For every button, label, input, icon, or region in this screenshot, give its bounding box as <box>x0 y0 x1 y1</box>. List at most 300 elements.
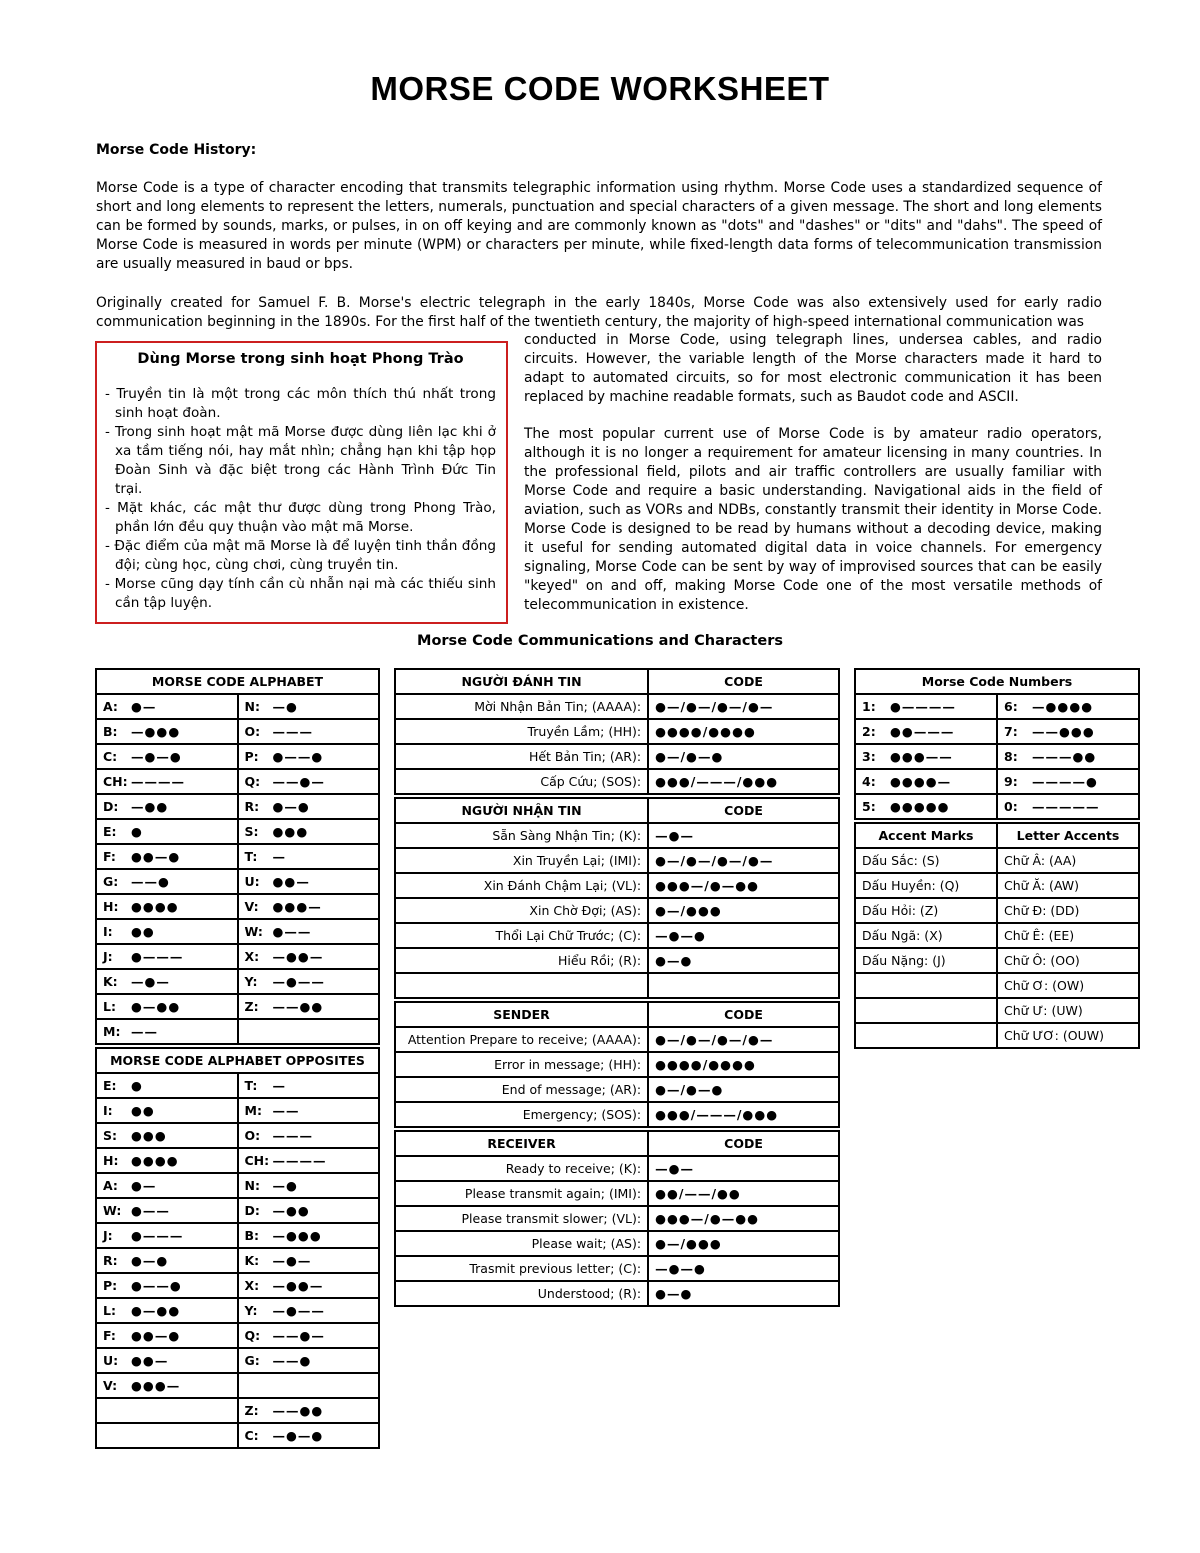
opposites-row <box>96 1323 379 1348</box>
alphabet-cell <box>238 794 380 819</box>
alphabet-row <box>96 769 379 794</box>
opposites-letter: Y: <box>244 1303 258 1318</box>
procedure-header-code: CODE <box>648 669 839 694</box>
alphabet-row <box>96 969 379 994</box>
sidebar-list <box>105 385 496 613</box>
opposites-cell <box>238 1223 380 1248</box>
opposites-cell <box>238 1148 380 1173</box>
procedure-table <box>394 668 840 1307</box>
opposites-code: ● <box>131 1078 143 1093</box>
letter-accent: Chữ Ê: (EE) <box>997 923 1139 948</box>
numbers-row <box>855 769 1139 794</box>
opposites-code: ●●—● <box>131 1328 181 1343</box>
opposites-cell <box>238 1273 380 1298</box>
procedure-label <box>395 973 648 998</box>
procedure-header-label: SENDER <box>395 1002 648 1027</box>
opposites-cell <box>238 1323 380 1348</box>
alphabet-row <box>96 719 379 744</box>
letter-accent: Chữ Ă: (AW) <box>997 873 1139 898</box>
history-paragraph-2: Originally created for Samuel F. B. Morse's electric telegraph in the early 1840s, Morse Code was also extensively used for early radio communication beginning in the 1890s. For the first half of the twentieth century, the majority of high-speed international communication was <box>96 295 1102 330</box>
accent-mark <box>855 973 997 998</box>
procedure-code: ●—● <box>648 1281 839 1306</box>
alphabet-cell <box>238 694 380 719</box>
alphabet-letter: F: <box>103 849 116 864</box>
opposites-code: ●—— <box>131 1203 170 1218</box>
sidebar-box <box>95 341 508 624</box>
procedure-label: Mời Nhận Bản Tin; (AAAA): <box>395 694 648 719</box>
alphabet-cell <box>238 819 380 844</box>
alphabet-letter: G: <box>103 874 119 889</box>
procedure-header-row <box>395 1002 839 1027</box>
procedure-label: Cấp Cứu; (SOS): <box>395 769 648 794</box>
opposites-code: ●●● <box>131 1128 167 1143</box>
alphabet-cell <box>96 994 238 1019</box>
alphabet-cell <box>238 894 380 919</box>
alphabet-cell <box>96 769 238 794</box>
accents-row <box>855 998 1139 1023</box>
alphabet-letter: CH: <box>103 774 128 789</box>
alphabet-code: ● <box>131 824 143 839</box>
procedure-header-label: RECEIVER <box>395 1131 648 1156</box>
alphabet-cell <box>96 719 238 744</box>
alphabet-code: ——●— <box>272 774 325 789</box>
alphabet-letter: I: <box>103 924 113 939</box>
accent-mark: Dấu Huyền: (Q) <box>855 873 997 898</box>
alphabet-code: — <box>272 849 286 864</box>
alphabet-letter: N: <box>244 699 260 714</box>
opposites-code: —●—● <box>272 1428 324 1443</box>
numbers-letter: 3: <box>862 749 876 764</box>
opposites-cell <box>96 1373 238 1398</box>
procedure-label: Please transmit again; (IMI): <box>395 1181 648 1206</box>
procedure-code: —●— <box>648 823 839 848</box>
alphabet-letter: C: <box>103 749 118 764</box>
procedure-row <box>395 973 839 998</box>
alphabet-code: ●—● <box>272 799 310 814</box>
numbers-letter: 6: <box>1004 699 1018 714</box>
alphabet-letter: Z: <box>244 999 259 1014</box>
alphabet-cell <box>96 869 238 894</box>
alphabet-row <box>96 794 379 819</box>
alphabet-letter: M: <box>103 1024 121 1039</box>
opposites-code: ●——— <box>131 1228 184 1243</box>
opposites-code: ——●● <box>272 1403 324 1418</box>
numbers-row <box>855 744 1139 769</box>
history-paragraph-1: Morse Code is a type of character encoding that transmits telegraphic information using rhythm. Morse Code uses a standardized sequence of short and long elements to represent the letters, numerals, punctuation and special characters of a given message. The short and long elements can be formed by sounds, marks, or pulses, in on off keying and are commonly known as "dots" and "dashes" or "dits" and "dahs". The speed of Morse Code is measured in words per minute (WPM) or characters per minute, while fixed-length data forms of telecommunication transmission are usually measured in baud or bps. <box>96 180 1102 272</box>
opposites-cell <box>96 1273 238 1298</box>
alphabet-code: ●— <box>131 699 157 714</box>
opposites-code: —●●● <box>272 1228 322 1243</box>
accents-header-code: Letter Accents <box>997 823 1139 848</box>
procedure-label: Attention Prepare to receive; (AAAA): <box>395 1027 648 1052</box>
numbers-cell <box>855 694 997 719</box>
procedure-code: —●—● <box>648 923 839 948</box>
procedure-code: —●—● <box>648 1256 839 1281</box>
procedure-code: ●—/●—/●—/●— <box>648 1027 839 1052</box>
opposites-cell <box>238 1373 380 1398</box>
opposites-cell <box>238 1073 380 1098</box>
numbers-code: ————● <box>1032 774 1098 789</box>
opposites-letter: S: <box>103 1128 118 1143</box>
page-title: MORSE CODE WORKSHEET <box>370 70 830 107</box>
accents-row <box>855 973 1139 998</box>
alphabet-cell <box>96 794 238 819</box>
opposites-cell <box>96 1223 238 1248</box>
numbers-letter: 9: <box>1004 774 1018 789</box>
alphabet-code: ●—●● <box>131 999 181 1014</box>
procedure-label: Thổi Lại Chữ Trước; (C): <box>395 923 648 948</box>
accents-row <box>855 923 1139 948</box>
opposites-cell <box>238 1298 380 1323</box>
opposites-letter: N: <box>244 1178 260 1193</box>
alphabet-cell <box>238 744 380 769</box>
opposites-letter: C: <box>244 1428 259 1443</box>
opposites-letter: F: <box>103 1328 116 1343</box>
opposites-code: — <box>272 1078 286 1093</box>
procedure-label: Ready to receive; (K): <box>395 1156 648 1181</box>
alphabet-cell <box>96 744 238 769</box>
opposites-code: —●● <box>272 1203 310 1218</box>
alphabet-table <box>95 668 380 1449</box>
opposites-cell <box>96 1398 238 1423</box>
opposites-code: —● <box>272 1178 298 1193</box>
opposites-row <box>96 1423 379 1448</box>
alphabet-cell <box>96 1019 238 1044</box>
letter-accent: Chữ ƯƠ: (OUW) <box>997 1023 1139 1048</box>
opposites-letter: Z: <box>244 1403 259 1418</box>
alphabet-cell <box>96 919 238 944</box>
procedure-label: Hết Bản Tin; (AR): <box>395 744 648 769</box>
accent-mark: Dấu Sắc: (S) <box>855 848 997 873</box>
numbers-cell <box>997 794 1139 819</box>
opposites-letter: O: <box>244 1128 261 1143</box>
alphabet-letter: S: <box>244 824 259 839</box>
opposites-letter: R: <box>103 1253 118 1268</box>
opposites-cell <box>238 1098 380 1123</box>
opposites-cell <box>96 1323 238 1348</box>
letter-accent: Chữ Â: (AA) <box>997 848 1139 873</box>
numbers-cell <box>997 769 1139 794</box>
opposites-code: ●——● <box>131 1278 182 1293</box>
opposites-cell <box>96 1173 238 1198</box>
opposites-cell <box>238 1123 380 1148</box>
opposites-code: ●●●— <box>131 1378 181 1393</box>
opposites-cell <box>238 1173 380 1198</box>
numbers-row <box>855 694 1139 719</box>
procedure-code: ●—● <box>648 948 839 973</box>
sidebar-item: - Trong sinh hoạt mật mã Morse được dùng liên lạc khi ở xa tầm tiếng nói, hay mắt nhìn; chẳng hạn khi tập họp Đoàn Sinh và đặc biệt trong các Hành Trình Đức Tin trại. <box>105 424 496 497</box>
opposites-code: ●● <box>131 1103 155 1118</box>
opposites-letter: P: <box>103 1278 118 1293</box>
opposites-letter: I: <box>103 1103 113 1118</box>
alphabet-letter: Y: <box>244 974 258 989</box>
opposites-letter: V: <box>103 1378 118 1393</box>
opposites-code: ——● <box>272 1353 312 1368</box>
letter-accent: Chữ Ư: (UW) <box>997 998 1139 1023</box>
procedure-label: Xin Truyền Lại; (IMI): <box>395 848 648 873</box>
opposites-code: ——— <box>272 1128 313 1143</box>
accents-row <box>855 1023 1139 1048</box>
procedure-row <box>395 1231 839 1256</box>
alphabet-letter: T: <box>244 849 258 864</box>
opposites-letter: W: <box>103 1203 122 1218</box>
alphabet-letter: Q: <box>244 774 261 789</box>
alphabet-code: ●—— <box>272 924 312 939</box>
letter-accent: Chữ Đ: (DD) <box>997 898 1139 923</box>
numbers-letter: 0: <box>1004 799 1018 814</box>
numbers-code: ————— <box>1032 799 1100 814</box>
procedure-row <box>395 873 839 898</box>
opposites-header-row <box>96 1048 379 1073</box>
sidebar-item: - Đặc điểm của mật mã Morse là để luyện tinh thần đồng đội; cùng học, cùng chơi, cùng truyền tin. <box>105 538 496 573</box>
sidebar-item: - Mặt khác, các mật thư được dùng trong Phong Trào, phần lớn đều quy thuận vào mật mã Morse. <box>105 500 496 535</box>
opposites-row <box>96 1073 379 1098</box>
opposites-cell <box>96 1073 238 1098</box>
procedure-label: Hiểu Rồi; (R): <box>395 948 648 973</box>
accent-mark: Dấu Nặng: (J) <box>855 948 997 973</box>
opposites-letter: G: <box>244 1353 260 1368</box>
numbers-header-row <box>855 669 1139 694</box>
opposites-letter: A: <box>103 1178 118 1193</box>
history-heading: Morse Code History: <box>96 142 257 158</box>
opposites-row <box>96 1373 379 1398</box>
numbers-letter: 7: <box>1004 724 1018 739</box>
accent-mark: Dấu Ngã: (X) <box>855 923 997 948</box>
procedure-code: ●—/●●● <box>648 898 839 923</box>
numbers-letter: 5: <box>862 799 876 814</box>
opposites-cell <box>96 1298 238 1323</box>
letter-accent: Chữ Ô: (OO) <box>997 948 1139 973</box>
alphabet-cell <box>96 844 238 869</box>
opposites-cell <box>96 1348 238 1373</box>
alphabet-code: ●——— <box>131 949 184 964</box>
alphabet-cell <box>238 719 380 744</box>
alphabet-code: —●●● <box>131 724 181 739</box>
alphabet-code: ——●● <box>272 999 324 1014</box>
numbers-code: ——●●● <box>1032 724 1095 739</box>
alphabet-code: —— <box>131 1024 158 1039</box>
procedure-row <box>395 923 839 948</box>
numbers-cell <box>997 694 1139 719</box>
procedure-header-code: CODE <box>648 798 839 823</box>
alphabet-code: ●——● <box>272 749 324 764</box>
numbers-letter: 1: <box>862 699 876 714</box>
procedure-header-row <box>395 669 839 694</box>
opposites-code: —●— <box>272 1253 312 1268</box>
numbers-cell <box>855 769 997 794</box>
opposites-code: ●●— <box>131 1353 169 1368</box>
procedure-code: ●—/●—● <box>648 1077 839 1102</box>
procedure-row <box>395 823 839 848</box>
procedure-code: —●— <box>648 1156 839 1181</box>
alphabet-letter: R: <box>244 799 260 814</box>
opposites-letter: K: <box>244 1253 260 1268</box>
alphabet-letter: X: <box>244 949 260 964</box>
alphabet-cell <box>238 869 380 894</box>
sidebar-item: - Truyền tin là một trong các môn thích thú nhất trong sinh hoạt đoàn. <box>105 386 496 421</box>
numbers-code: ———●● <box>1032 749 1097 764</box>
opposites-letter: B: <box>244 1228 260 1243</box>
procedure-row <box>395 1077 839 1102</box>
accents-row <box>855 873 1139 898</box>
alphabet-letter: P: <box>244 749 259 764</box>
numbers-code: ●●●●— <box>890 774 952 789</box>
opposites-row <box>96 1198 379 1223</box>
procedure-label: Xin Đánh Chậm Lại; (VL): <box>395 873 648 898</box>
numbers-cell <box>997 744 1139 769</box>
opposites-row <box>96 1098 379 1123</box>
alphabet-cell <box>238 844 380 869</box>
procedure-row <box>395 744 839 769</box>
opposites-letter: CH: <box>244 1153 270 1168</box>
procedure-code: ●●●●/●●●● <box>648 719 839 744</box>
alphabet-row <box>96 894 379 919</box>
numbers-row <box>855 719 1139 744</box>
opposites-row <box>96 1173 379 1198</box>
alphabet-row <box>96 869 379 894</box>
history-paragraph-3: conducted in Morse Code, using telegraph lines, undersea cables, and radio circuits. However, the variable length of the Morse characters made it hard to adapt to automated circuits, so for most electronic communication it has been replaced by machine readable formats, such as Baudot code and ASCII. <box>524 332 1102 405</box>
alphabet-letter: W: <box>244 924 263 939</box>
alphabet-code: ●●●● <box>131 899 179 914</box>
accents-row <box>855 848 1139 873</box>
opposites-cell <box>238 1398 380 1423</box>
alphabet-cell <box>238 919 380 944</box>
opposites-cell <box>238 1348 380 1373</box>
alphabet-row <box>96 944 379 969</box>
opposites-row <box>96 1223 379 1248</box>
opposites-code: ●— <box>131 1178 157 1193</box>
opposites-code: ●—●● <box>131 1303 181 1318</box>
alphabet-letter: A: <box>103 699 118 714</box>
procedure-label: Please wait; (AS): <box>395 1231 648 1256</box>
alphabet-cell <box>238 1019 380 1044</box>
alphabet-code: ——● <box>131 874 170 889</box>
alphabet-letter: B: <box>103 724 118 739</box>
numbers-cell <box>855 719 997 744</box>
procedure-label: Understood; (R): <box>395 1281 648 1306</box>
procedure-row <box>395 1156 839 1181</box>
alphabet-code: ●●—● <box>131 849 181 864</box>
procedure-header-label: NGƯỜI ĐÁNH TIN <box>395 669 648 694</box>
opposites-cell <box>96 1123 238 1148</box>
alphabet-code: ———— <box>131 774 185 789</box>
alphabet-cell <box>96 944 238 969</box>
section-title: Morse Code Communications and Characters <box>417 633 783 649</box>
opposites-code: —●●— <box>272 1278 324 1293</box>
procedure-code <box>648 973 839 998</box>
procedure-code: ●●●●/●●●● <box>648 1052 839 1077</box>
opposites-row <box>96 1148 379 1173</box>
alphabet-row <box>96 819 379 844</box>
numbers-header: Morse Code Numbers <box>855 669 1139 694</box>
numbers-cell <box>997 719 1139 744</box>
alphabet-letter: D: <box>103 799 119 814</box>
procedure-row <box>395 898 839 923</box>
accent-mark <box>855 998 997 1023</box>
opposites-letter: J: <box>103 1228 113 1243</box>
letter-accent: Chữ Ơ: (OW) <box>997 973 1139 998</box>
procedure-code: ●●/——/●● <box>648 1181 839 1206</box>
opposites-letter: Q: <box>244 1328 261 1343</box>
procedure-header-code: CODE <box>648 1131 839 1156</box>
alphabet-letter: J: <box>103 949 113 964</box>
alphabet-row <box>96 994 379 1019</box>
opposites-cell <box>238 1198 380 1223</box>
procedure-row <box>395 948 839 973</box>
procedure-code: ●—/●—● <box>648 744 839 769</box>
alphabet-letter: V: <box>244 899 259 914</box>
numbers-code: ●●●—— <box>890 749 953 764</box>
procedure-row <box>395 848 839 873</box>
opposites-row <box>96 1248 379 1273</box>
alphabet-cell <box>238 994 380 1019</box>
opposites-row <box>96 1298 379 1323</box>
numbers-letter: 2: <box>862 724 876 739</box>
alphabet-letter: O: <box>244 724 261 739</box>
procedure-header-label: NGƯỜI NHẬN TIN <box>395 798 648 823</box>
alphabet-row <box>96 844 379 869</box>
alphabet-row <box>96 1019 379 1044</box>
opposites-cell <box>238 1248 380 1273</box>
accents-header-label: Accent Marks <box>855 823 997 848</box>
opposites-cell <box>96 1423 238 1448</box>
opposites-code: ●●●● <box>131 1153 179 1168</box>
opposites-letter: H: <box>103 1153 119 1168</box>
opposites-code: ———— <box>272 1153 327 1168</box>
numbers-code: ●●●●● <box>890 799 950 814</box>
opposites-code: —●—— <box>272 1303 325 1318</box>
procedure-code: ●●●—/●—●● <box>648 1206 839 1231</box>
alphabet-code: ●●— <box>272 874 310 889</box>
opposites-cell <box>96 1198 238 1223</box>
procedure-code: ●●●/———/●●● <box>648 1102 839 1127</box>
opposites-letter: U: <box>103 1353 119 1368</box>
opposites-cell <box>238 1423 380 1448</box>
alphabet-letter: K: <box>103 974 118 989</box>
opposites-row <box>96 1273 379 1298</box>
numbers-accents-table <box>854 668 1140 1049</box>
sidebar-item: - Morse cũng dạy tính cần cù nhẫn nại mà các thiếu sinh cần tập luyện. <box>105 576 496 611</box>
numbers-letter: 4: <box>862 774 876 789</box>
procedure-code: ●—/●—/●—/●— <box>648 848 839 873</box>
alphabet-header: MORSE CODE ALPHABET <box>96 669 379 694</box>
procedure-label: Sẵn Sàng Nhận Tin; (K): <box>395 823 648 848</box>
procedure-label: Xin Chờ Đợi; (AS): <box>395 898 648 923</box>
numbers-code: ●●——— <box>890 724 955 739</box>
opposites-letter: E: <box>103 1078 117 1093</box>
opposites-cell <box>96 1148 238 1173</box>
alphabet-letter: U: <box>244 874 260 889</box>
alphabet-row <box>96 919 379 944</box>
alphabet-code: —●—— <box>272 974 325 989</box>
procedure-code: ●●●—/●—●● <box>648 873 839 898</box>
opposites-cell <box>96 1248 238 1273</box>
procedure-row <box>395 1052 839 1077</box>
procedure-row <box>395 769 839 794</box>
accents-row <box>855 948 1139 973</box>
accents-header-row <box>855 823 1139 848</box>
numbers-letter: 8: <box>1004 749 1018 764</box>
alphabet-code: ●●●— <box>272 899 322 914</box>
opposites-letter: M: <box>244 1103 262 1118</box>
history-paragraph-4: The most popular current use of Morse Code is by amateur radio operators, although it is no longer a requirement for amateur licensing in many countries. In the professional field, pilots and air traffic controllers are usually familiar with Morse Code and require a basic understanding. Navigational aids in the field of aviation, such as VORs and NDBs, constantly transmit their identity in Morse Code. Morse Code is designed to be read by humans without a decoding device, making it useful for sending automated digital data in voice channels. For emergency signaling, Morse Code can be sent by way of improvised sources that can be easily "keyed" on and off, making Morse Code one of the most versatile methods of telecommunication in existence. <box>524 426 1102 613</box>
procedure-row <box>395 1181 839 1206</box>
opposites-row <box>96 1398 379 1423</box>
procedure-code: ●●●/———/●●● <box>648 769 839 794</box>
alphabet-letter: H: <box>103 899 119 914</box>
procedure-label: Truyền Lầm; (HH): <box>395 719 648 744</box>
sidebar-title: Dùng Morse trong sinh hoạt Phong Trào <box>137 351 464 367</box>
